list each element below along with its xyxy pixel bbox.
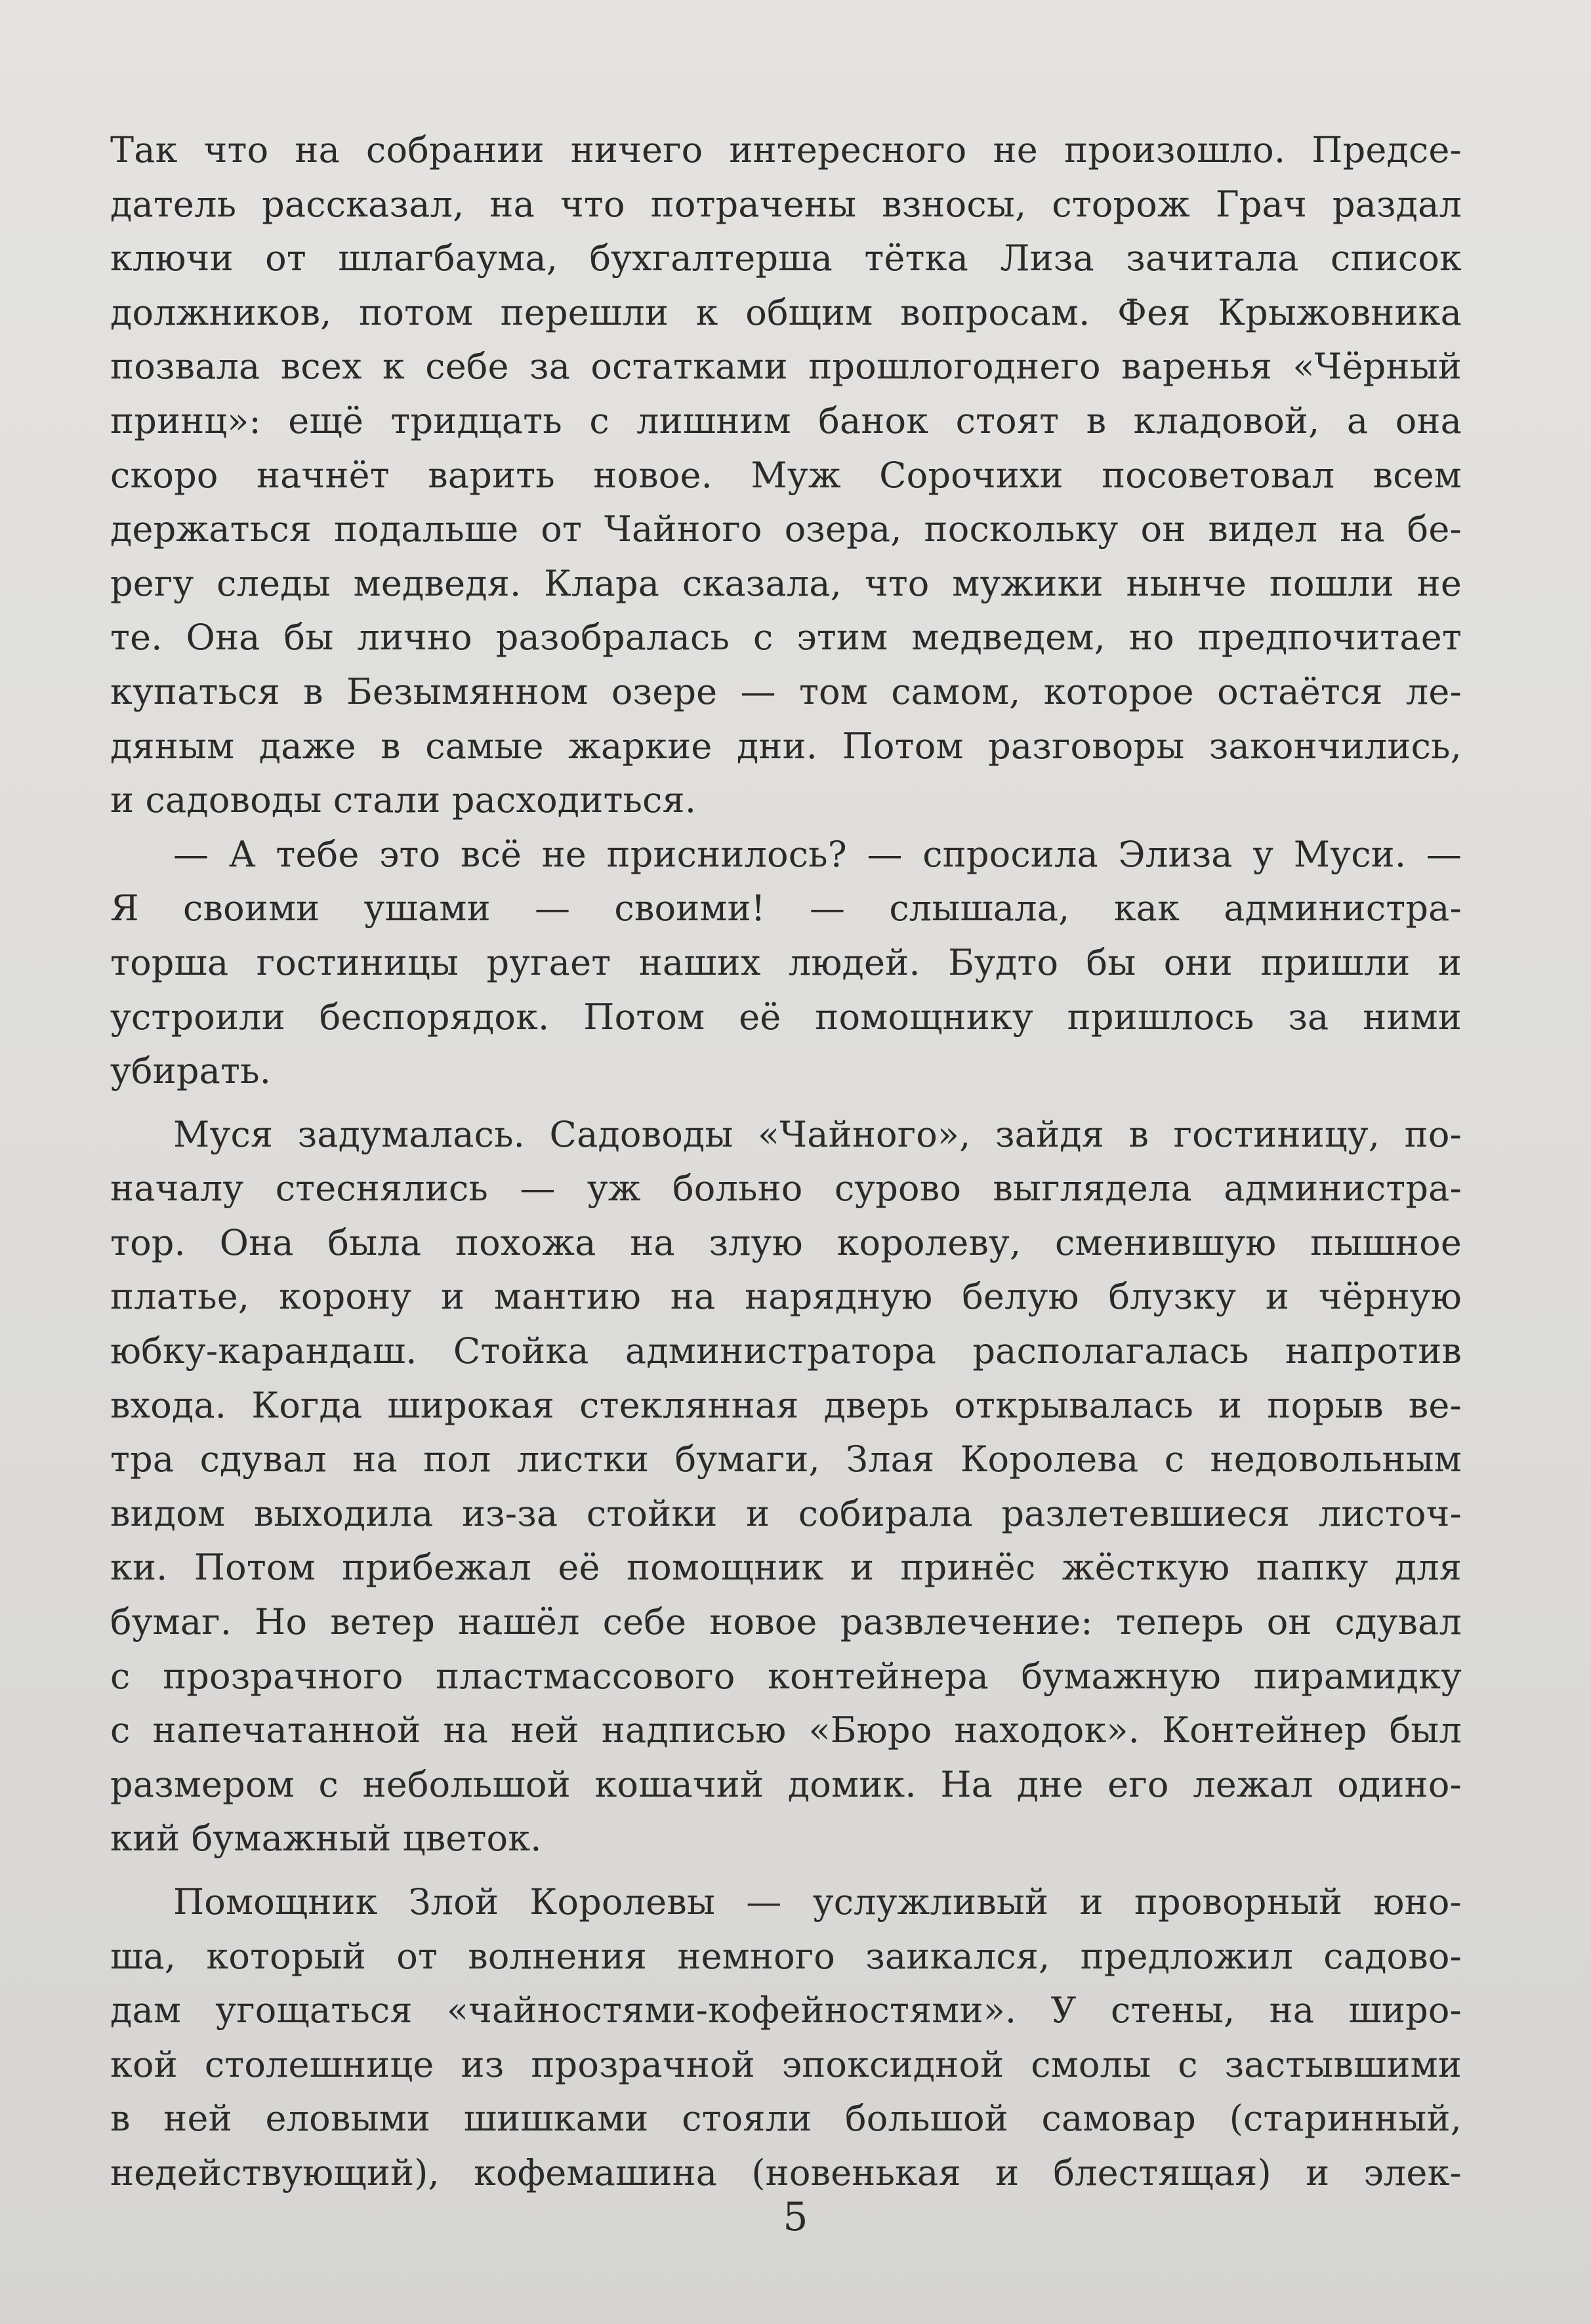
page-number: 5 — [783, 2194, 808, 2240]
text-line: Помощник Злой Королевы — услужливый и проворный юно- — [173, 1881, 1462, 1923]
text-line: убирать. — [110, 1050, 272, 1092]
text-line: дам угощаться «чайностями-кофейностями». У стены, на широ- — [110, 1989, 1462, 2031]
text-line: должников, потом перешли к общим вопросам. Фея Крыжовника — [110, 291, 1462, 333]
text-line: видом выходила из-за стойки и собирала разлетевшиеся листоч- — [110, 1492, 1462, 1534]
text-line: в ней еловыми шишками стояли большой самовар (старинный, — [110, 2098, 1462, 2140]
text-line: устроили беспорядок. Потом её помощнику пришлось за ними — [110, 996, 1462, 1038]
text-line: — А тебе это всё не приснилось? — спросила Элиза у Муси. — — [173, 833, 1462, 875]
paragraph-gap — [110, 1099, 1462, 1108]
text-line: датель рассказал, на что потрачены взносы, сторож Грач раздал — [110, 183, 1462, 225]
text-line: тра сдувал на пол листки бумаги, Злая Королева с недовольным — [110, 1438, 1462, 1480]
text-line: началу стеснялись — уж больно сурово выглядела администра- — [110, 1168, 1462, 1210]
text-line: дяным даже в самые жаркие дни. Потом разговоры закончились, — [110, 725, 1462, 767]
text-line: те. Она бы лично разобралась с этим медведем, но предпочитает — [110, 617, 1462, 659]
text-line: размером с небольшой кошачий домик. На дне его лежал одино- — [110, 1763, 1462, 1805]
text-line: и садоводы стали расходиться. — [110, 779, 697, 821]
text-line: торша гостиницы ругает наших людей. Будто бы они пришли и — [110, 941, 1462, 983]
text-line: купаться в Безымянном озере — том самом, которое остаётся ле- — [110, 670, 1462, 712]
text-line: бумаг. Но ветер нашёл себе новое развлечение: теперь он сдувал — [110, 1601, 1462, 1643]
body-text — [110, 123, 1462, 2201]
text-line: юбку-карандаш. Стойка администратора располагалась напротив — [110, 1330, 1462, 1372]
paragraph — [110, 1108, 1462, 1866]
text-line: держаться подальше от Чайного озера, поскольку он видел на бе- — [110, 508, 1462, 550]
text-line: входа. Когда широкая стеклянная дверь открывалась и порыв ве- — [110, 1384, 1462, 1426]
text-line: Я своими ушами — своими! — слышала, как администра- — [110, 887, 1462, 929]
text-line: кий бумажный цветок. — [110, 1818, 542, 1860]
text-line: принц»: ещё тридцать с лишним банок стоят в кладовой, а она — [110, 399, 1462, 441]
text-line: платье, корону и мантию на нарядную белую блузку и чёрную — [110, 1276, 1462, 1318]
text-line: позвала всех к себе за остатками прошлогоднего варенья «Чёрный — [110, 346, 1462, 388]
text-line: Так что на собрании ничего интересного не произошло. Предсе- — [110, 129, 1462, 171]
text-line: недействующий), кофемашина (новенькая и блестящая) и элек- — [110, 2151, 1462, 2193]
text-line: скоро начнёт варить новое. Муж Сорочихи посоветовал всем — [110, 454, 1462, 496]
paragraph-gap — [110, 1866, 1462, 1875]
text-line: ключи от шлагбаума, бухгалтерша тётка Лиза зачитала список — [110, 237, 1462, 279]
text-line: ки. Потом прибежал её помощник и принёс жёсткую папку для — [110, 1547, 1462, 1589]
text-line: Муся задумалась. Садоводы «Чайного», зайдя в гостиницу, по- — [173, 1113, 1462, 1155]
text-line: регу следы медведя. Клара сказала, что мужики нынче пошли не — [110, 562, 1462, 604]
paragraph — [110, 123, 1462, 828]
text-line: с напечатанной на ней надписью «Бюро находок». Контейнер был — [110, 1709, 1462, 1751]
paragraph — [110, 828, 1462, 1099]
text-line: с прозрачного пластмассового контейнера бумажную пирамидку — [110, 1655, 1462, 1697]
text-line: тор. Она была похожа на злую королеву, сменившую пышное — [110, 1221, 1462, 1263]
text-line: ша, который от волнения немного заикался, предложил садово- — [110, 1935, 1462, 1977]
paragraph — [110, 1875, 1462, 2201]
text-line: кой столешнице из прозрачной эпоксидной смолы с застывшими — [110, 2043, 1462, 2085]
